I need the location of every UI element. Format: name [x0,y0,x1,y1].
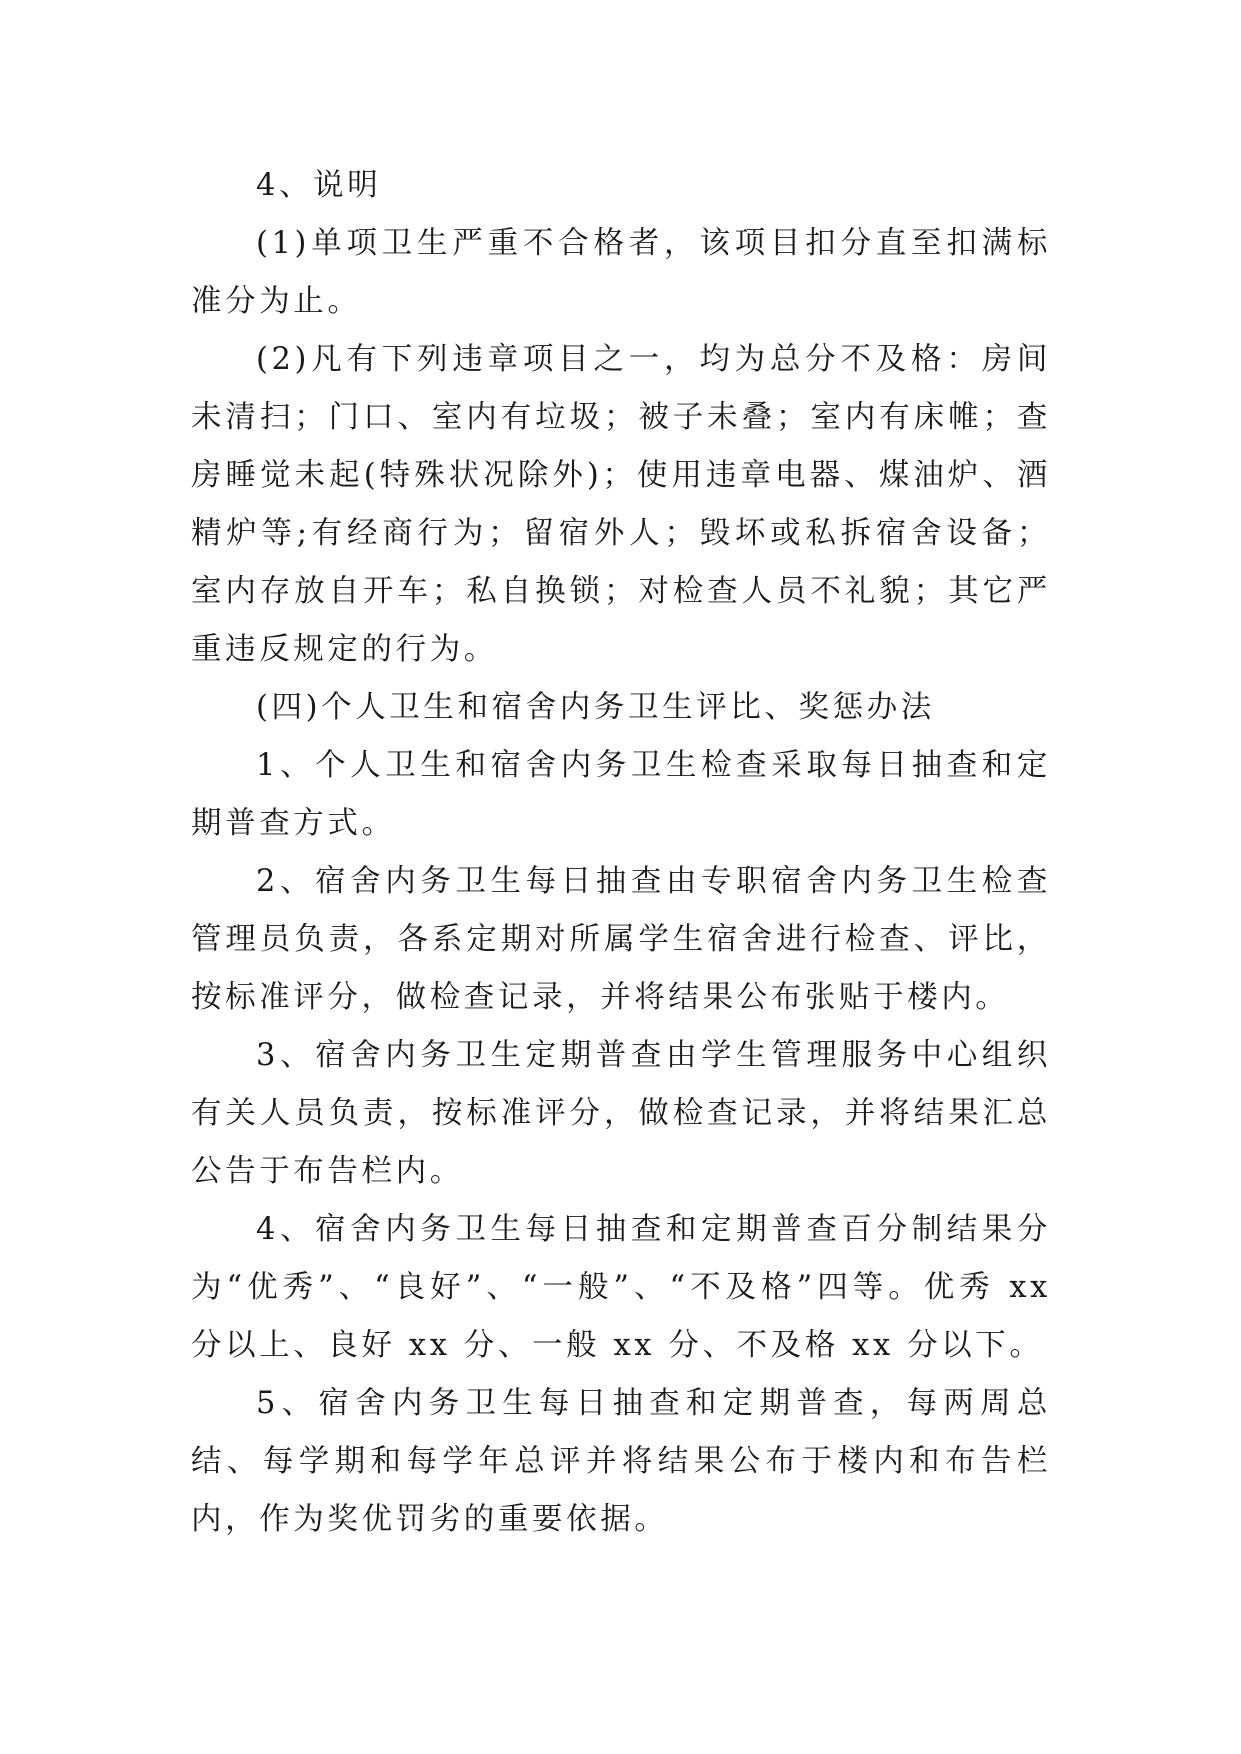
paragraph-note-1: (1)单项卫生严重不合格者，该项目扣分直至扣满标准分为止。 [191,226,1051,319]
paragraph-item-4: 4、宿舍内务卫生每日抽查和定期普查百分制结果分为“优秀”、“良好”、“一般”、“不及格”四等。优秀 xx 分以上、良好 xx 分、一般 xx 分、不及格 xx 分以下。 [191,1212,1051,1363]
paragraph-item-1: 1、个人卫生和宿舍内务卫生检查采取每日抽查和定期普查方式。 [191,748,1051,841]
paragraph-item-5: 5、宿舍内务卫生每日抽查和定期普查，每两周总结、每学期和每学年总评并将结果公布于楼内和布告栏内，作为奖优罚劣的重要依据。 [191,1386,1051,1537]
paragraph-note-2: (2)凡有下列违章项目之一，均为总分不及格：房间未清扫；门口、室内有垃圾；被子未叠；室内有床帷；查房睡觉未起(特殊状况除外)；使用违章电器、煤油炉、酒精炉等;有经商行为；留宿外人；毁坏或私拆宿舍设备；室内存放自开车；私自换锁；对检查人员不礼貌；其它严重违反规定的行为。 [191,342,1051,667]
section-heading-notes: 4、说明 [256,168,382,203]
section-heading-evaluation: (四)个人卫生和宿舍内务卫生评比、奖惩办法 [256,690,935,725]
paragraph-item-3: 3、宿舍内务卫生定期普查由学生管理服务中心组织有关人员负责，按标准评分，做检查记录，并将结果汇总公告于布告栏内。 [191,1038,1051,1189]
document-body [191,157,1051,1549]
paragraph-item-2: 2、宿舍内务卫生每日抽查由专职宿舍内务卫生检查管理员负责，各系定期对所属学生宿舍进行检查、评比，按标准评分，做检查记录，并将结果公布张贴于楼内。 [191,864,1051,1015]
